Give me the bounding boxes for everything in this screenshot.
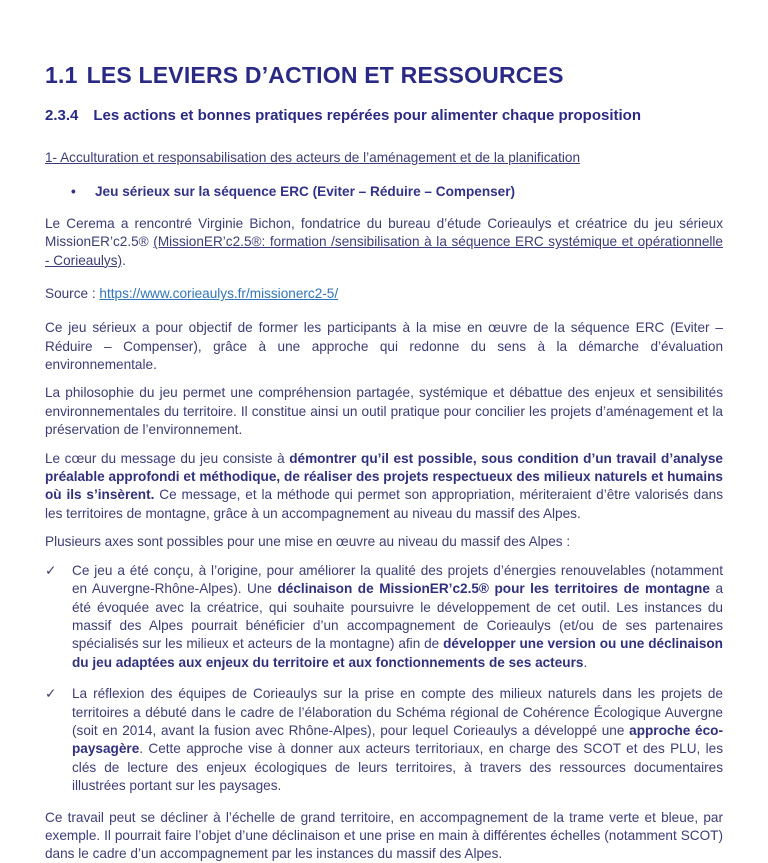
text-segment: Le cœur du message du jeu consiste à: [45, 450, 290, 466]
check-list-item: [45, 685, 723, 795]
text-segment: a été évoquée avec la créatrice, qui souhaite poursuivre le développement de cet outil. Les instances du massif des Alpes pourrait bénéficier d’un accompagnement de Corieaulys (et/ou de ses partenaires spécialisés sur les milieux et acteurs de la montagne) afin de: [72, 581, 724, 652]
source-label: Source :: [45, 286, 100, 302]
paragraph-axes-intro: [45, 533, 723, 551]
checkmark-icon: ✓: [45, 686, 57, 702]
text-segment: La philosophie du jeu permet une compréhension partagée, systémique et débattue des enjeux et sensibilités environnementales du territoire. Il constitue ainsi un outil pratique pour concilier les projets d’aménagement et la préservation de l’environnement.: [45, 385, 723, 438]
paragraph-philosophie: [45, 384, 723, 439]
text-segment: Le Cerema a rencontré Virginie Bichon, fondatrice du bureau d’étude Corieaulys et créatrice du jeu sérieux MissionER’c2.5®: [45, 216, 723, 250]
paragraph-cerema: [45, 215, 723, 270]
text-segment: Ce jeu a été conçu, à l’origine, pour améliorer la qualité des projets d’énergies renouvelables (notamment en Auvergne-Rhône-Alpes). Une: [72, 562, 723, 597]
text-segment: .: [122, 252, 126, 268]
check-item-text: [72, 685, 723, 795]
page-title-text: LES LEVIERS D’ACTION ET RESSOURCES: [86, 62, 564, 88]
text-segment: .: [583, 654, 588, 670]
checkmark-icon: ✓: [45, 562, 57, 578]
text-segment: démontrer qu’il est possible, sous condition d’un travail d’analyse préalable approfondi et méthodique, de réaliser des projets respectueux des milieux naturels et humains où ils s’insèrent.: [45, 450, 723, 503]
section-heading: 1- Acculturation et responsabilisation des acteurs de l’aménagement et de la planification: [45, 150, 581, 165]
page-title-number: 1.1: [45, 62, 78, 88]
text-segment: . Cette approche vise à donner aux acteurs territoriaux, en charge des SCOT et des PLU, les clés de lecture des enjeux écologiques de leurs territoires, à travers des ressources documentaires illustrées portant sur les paysages.: [72, 741, 723, 794]
text-segment: Ce travail peut se décliner à l’échelle de grand territoire, en accompagnement de la trame verte et bleue, par exemple. Il pourrait faire l’objet d’une déclinaison et une prise en main à différentes échelles (notamment SCOT) dans le cadre d’un accompagnement par les instances du massif des Alpes.: [45, 809, 723, 862]
subsection-number: 2.3.4: [45, 107, 79, 124]
subsection-title: [45, 107, 723, 125]
text-segment: déclinaison de MissionER’c2.5® pour les territoires de montagne: [277, 581, 710, 597]
text-segment: développer une version ou une déclinaison du jeu adaptées aux enjeux du territoire et aux fonctionnements de ses acteurs: [72, 636, 723, 670]
check-item-text: [72, 562, 723, 672]
page-title: [45, 62, 723, 89]
text-segment: La réflexion des équipes de Corieaulys sur la prise en compte des milieux naturels dans les projets de territoires a débuté dans le cadre de l’élaboration du Schéma régional de Cohérence Écologique Auvergne (soit en 2014, avant la fusion avec Rhône-Alpes), pour lequel Corieaulys a développé une: [72, 686, 723, 738]
text-segment: Ce message, et la méthode qui permet son appropriation, mériteraient d’être valorisés dans les territoires de montagne, grâce à un accompagnement au niveau du massif des Alpes.: [45, 487, 723, 521]
paragraph-coeur: [45, 450, 723, 524]
text-segment: approche éco-paysagère: [72, 722, 723, 757]
source-line: [45, 285, 723, 303]
subsection-text: Les actions et bonnes pratiques repérées pour alimenter chaque proposition: [93, 107, 641, 124]
check-list-item: [45, 562, 723, 672]
bullet-item: [45, 183, 723, 201]
paragraph-objectif: [45, 319, 723, 374]
bullet-icon: •: [71, 184, 76, 199]
source-link[interactable]: https://www.corieaulys.fr/missionerc2-5/: [99, 286, 339, 302]
paragraph-continuation: [45, 809, 723, 863]
bullet-item-title: Jeu sérieux sur la séquence ERC (Eviter – Réduire – Compenser): [95, 184, 516, 199]
text-segment: Plusieurs axes sont possibles pour une mise en œuvre au niveau du massif des Alpes :: [45, 534, 571, 550]
inline-link[interactable]: (MissionER’c2.5®: formation /sensibilisation à la séquence ERC systémique et opérationnelle - Corieaulys): [45, 234, 723, 268]
text-segment: Ce jeu sérieux a pour objectif de former les participants à la mise en œuvre de la séquence ERC (Eviter – Réduire – Compenser), grâce à une approche qui redonne du sens à la démarche d’évaluation environnementale.: [45, 320, 723, 373]
